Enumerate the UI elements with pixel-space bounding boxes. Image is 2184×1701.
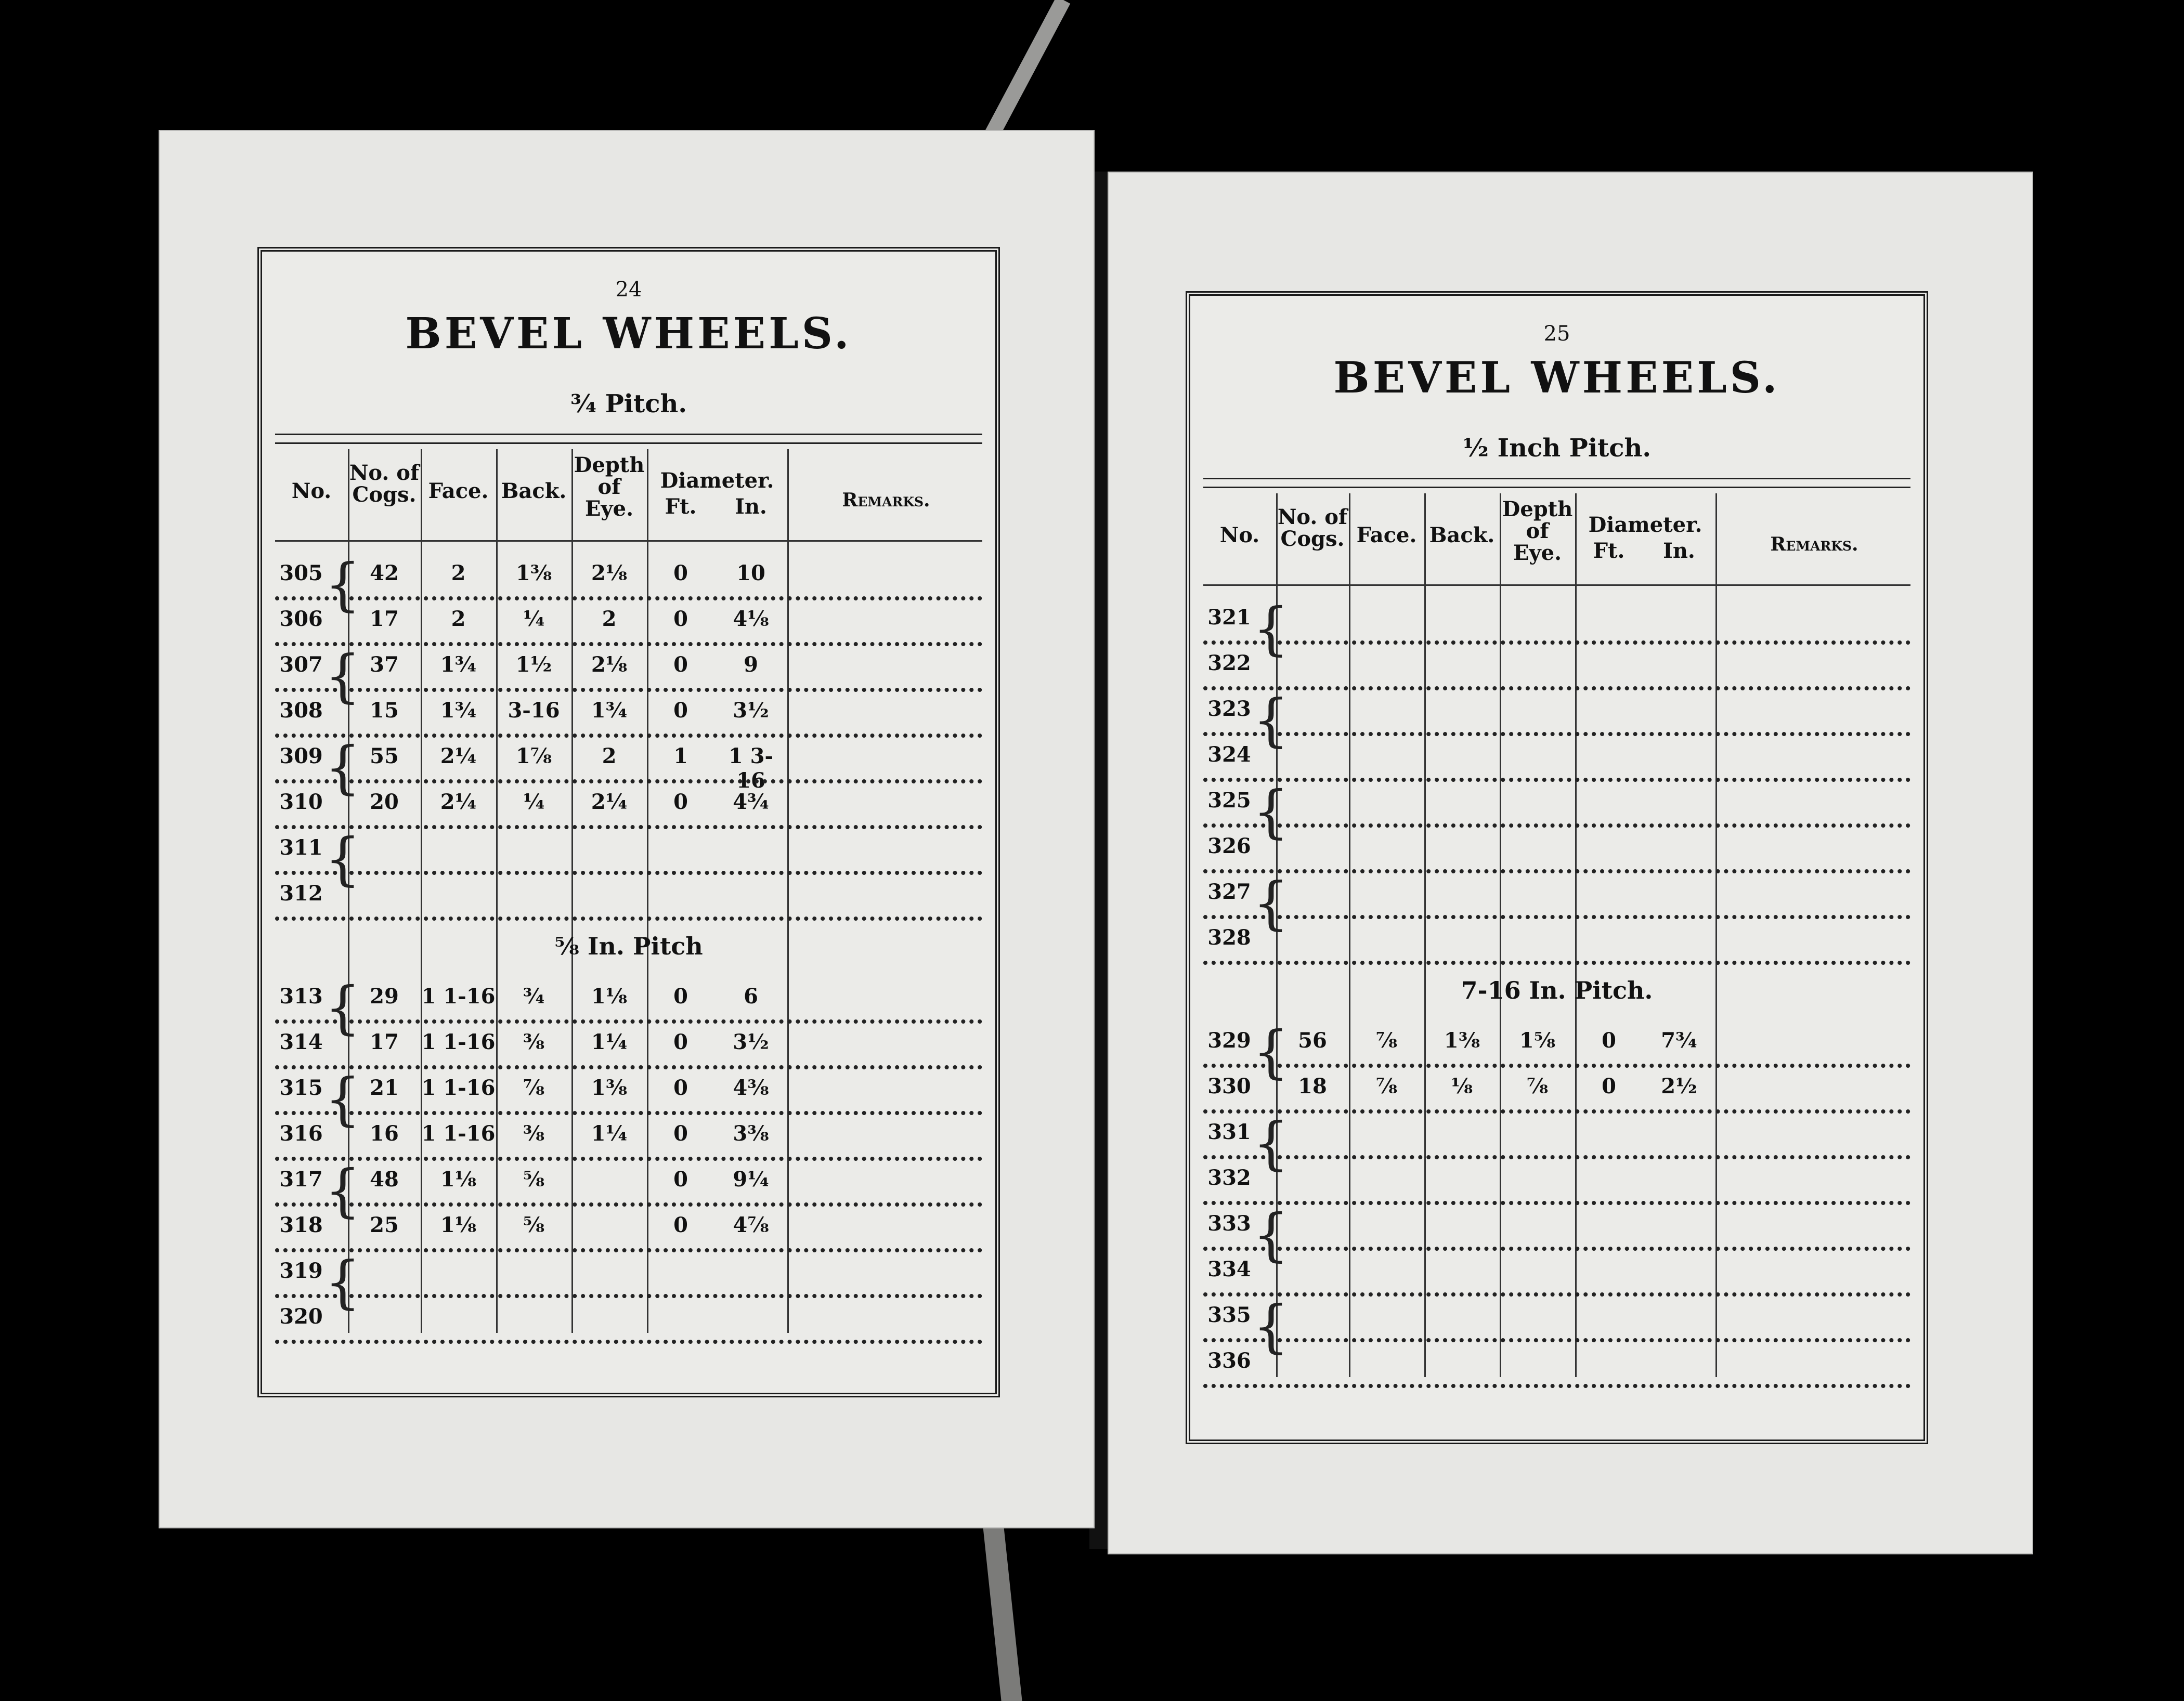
table-row <box>1190 687 1923 753</box>
cell-face: 2 <box>451 561 466 585</box>
table-row <box>1190 1160 1923 1206</box>
cell-in: 4¾ <box>733 790 769 814</box>
table-row <box>1190 1293 1923 1359</box>
row-pair-brace: { <box>324 734 361 801</box>
dotted-rule <box>275 825 982 829</box>
cell-in: 3½ <box>733 698 769 723</box>
pitch-heading: ½ Inch Pitch. <box>1462 434 1652 463</box>
row-pair-brace: { <box>1253 1018 1289 1085</box>
cell-back: 1⅜ <box>515 561 552 585</box>
cell-back: 1½ <box>515 652 552 677</box>
cell-in: 3⅜ <box>733 1121 769 1146</box>
row-pair-brace: { <box>1253 1293 1289 1359</box>
cell-cogs: 37 <box>370 652 399 677</box>
header-rule <box>1203 478 1910 488</box>
cell-no: 335 <box>1207 1303 1251 1327</box>
table-row <box>262 974 995 1041</box>
dotted-rule <box>1203 961 1910 965</box>
header-remarks: Remarks. <box>842 489 930 511</box>
row-pair-brace: { <box>324 826 361 892</box>
cell-in: 2½ <box>1661 1074 1697 1098</box>
cell-back: 1⅜ <box>1444 1028 1480 1053</box>
cell-ft: 0 <box>673 561 688 585</box>
cell-back: ¼ <box>523 607 545 631</box>
row-pair-brace: { <box>324 974 361 1041</box>
cell-no: 316 <box>279 1121 323 1146</box>
dotted-rule <box>1203 915 1910 919</box>
cell-ft: 0 <box>673 1076 688 1100</box>
sub-pitch-heading: ⅝ In. Pitch <box>554 932 703 960</box>
dotted-rule <box>275 1157 982 1161</box>
cell-no: 323 <box>1207 697 1251 721</box>
row-pair-brace: { <box>1253 870 1289 936</box>
page-title: BEVEL WHEELS. <box>405 309 852 359</box>
row-pair-brace: { <box>1253 1110 1289 1176</box>
cell-cogs: 20 <box>370 790 399 814</box>
cell-in: 9¼ <box>733 1167 769 1192</box>
table-row <box>262 1249 995 1315</box>
table-row <box>1190 1343 1923 1389</box>
row-pair-brace: { <box>1253 778 1289 845</box>
dotted-rule <box>1203 1201 1910 1205</box>
cell-in: 1 3-16 <box>728 744 774 793</box>
cell-cogs: 21 <box>370 1076 399 1100</box>
header-face: Face. <box>1356 523 1417 547</box>
cell-no: 306 <box>279 607 323 631</box>
cell-cogs: 18 <box>1298 1074 1327 1098</box>
cell-face: ⅞ <box>1375 1074 1398 1098</box>
cell-no: 324 <box>1207 742 1251 767</box>
table-row <box>262 1066 995 1132</box>
cell-in: 7¾ <box>1661 1028 1697 1053</box>
dotted-rule <box>275 1019 982 1024</box>
dotted-rule <box>1203 1109 1910 1114</box>
table-row <box>1190 870 1923 936</box>
cell-no: 318 <box>279 1213 323 1237</box>
cell-depth: 1¼ <box>591 1030 628 1054</box>
header-depth: Depth of Eye. <box>1502 497 1573 565</box>
cell-cogs: 55 <box>370 744 399 768</box>
cell-depth: ⅞ <box>1526 1074 1549 1098</box>
cell-in: 9 <box>744 652 758 677</box>
cell-back: ⅞ <box>523 1076 545 1100</box>
cell-ft: 0 <box>673 984 688 1009</box>
cell-back: 3-16 <box>508 698 560 723</box>
table-row <box>262 826 995 892</box>
row-pair-brace: { <box>1253 1201 1289 1268</box>
cell-ft: 0 <box>673 607 688 631</box>
cell-cogs: 25 <box>370 1213 399 1237</box>
cell-ft: 0 <box>673 1030 688 1054</box>
row-pair-brace: { <box>324 643 361 709</box>
cell-ft: 0 <box>1602 1028 1616 1053</box>
table-row <box>1190 737 1923 783</box>
cell-ft: 0 <box>673 1213 688 1237</box>
cell-cogs: 17 <box>370 1030 399 1054</box>
table-row <box>262 1025 995 1070</box>
cell-cogs: 17 <box>370 607 399 631</box>
dotted-rule <box>1203 1384 1910 1388</box>
page-title: BEVEL WHEELS. <box>1333 353 1780 403</box>
sub-pitch-heading: 7-16 In. Pitch. <box>1461 976 1653 1004</box>
cell-face: 1 1-16 <box>421 1076 496 1100</box>
cell-no: 326 <box>1207 834 1251 858</box>
cell-no: 319 <box>279 1259 323 1283</box>
page-number: 25 <box>1543 322 1570 346</box>
cell-no: 317 <box>279 1167 323 1192</box>
cell-no: 332 <box>1207 1166 1251 1190</box>
cell-face: 1 1-16 <box>421 1030 496 1054</box>
cell-no: 308 <box>279 698 323 723</box>
header-rule <box>275 434 982 444</box>
header-underline <box>275 540 982 542</box>
dotted-rule <box>1203 1338 1910 1342</box>
row-pair-brace: { <box>1253 595 1289 662</box>
cell-face: 1¾ <box>440 698 477 723</box>
table-row <box>1190 1201 1923 1268</box>
dotted-rule <box>1203 1064 1910 1068</box>
cell-depth: 1⅛ <box>591 984 628 1009</box>
cell-no: 329 <box>1207 1028 1251 1053</box>
dotted-rule <box>275 1340 982 1344</box>
cell-no: 311 <box>279 835 323 860</box>
cell-ft: 1 <box>673 744 688 768</box>
cell-back: ⅝ <box>523 1167 545 1192</box>
cell-face: 1 1-16 <box>421 984 496 1009</box>
dotted-rule <box>1203 823 1910 828</box>
cell-cogs: 29 <box>370 984 399 1009</box>
cell-back: 1⅞ <box>515 744 552 768</box>
cell-back: ¼ <box>523 790 545 814</box>
cell-face: 1¾ <box>440 652 477 677</box>
dotted-rule <box>275 1294 982 1298</box>
cell-no: 334 <box>1207 1257 1251 1281</box>
cell-no: 310 <box>279 790 323 814</box>
header-in: In. <box>1663 539 1695 563</box>
header-ft: Ft. <box>665 494 697 519</box>
left-page-frame <box>257 247 1000 1397</box>
cell-no: 322 <box>1207 651 1251 675</box>
table-row <box>262 693 995 739</box>
dotted-rule <box>1203 732 1910 736</box>
cell-no: 313 <box>279 984 323 1009</box>
dotted-rule <box>1203 778 1910 782</box>
cell-no: 307 <box>279 652 323 677</box>
cell-in: 4⅞ <box>733 1213 769 1237</box>
table-row <box>262 784 995 830</box>
cell-in: 4⅜ <box>733 1076 769 1100</box>
cell-depth: 1¼ <box>591 1121 628 1146</box>
dotted-rule <box>1203 1247 1910 1251</box>
row-pair-brace: { <box>324 1157 361 1224</box>
dotted-rule <box>1203 1292 1910 1297</box>
cell-no: 314 <box>279 1030 323 1054</box>
cell-no: 321 <box>1207 605 1251 630</box>
header-ft: Ft. <box>1593 539 1625 563</box>
dotted-rule <box>275 1111 982 1115</box>
cell-cogs: 48 <box>370 1167 399 1192</box>
header-no: No. <box>291 479 332 503</box>
cell-back: ⅜ <box>523 1030 545 1054</box>
cell-cogs: 15 <box>370 698 399 723</box>
table-row <box>262 551 995 618</box>
table-row <box>262 643 995 709</box>
cell-depth: 1⅜ <box>591 1076 628 1100</box>
dotted-rule <box>275 688 982 692</box>
dotted-rule <box>1203 640 1910 645</box>
cell-no: 330 <box>1207 1074 1251 1098</box>
dotted-rule <box>275 871 982 875</box>
cell-in: 6 <box>744 984 758 1009</box>
cell-ft: 0 <box>673 1167 688 1192</box>
cell-face: 1 1-16 <box>421 1121 496 1146</box>
dotted-rule <box>275 596 982 600</box>
cell-no: 325 <box>1207 788 1251 813</box>
table-row <box>1190 920 1923 966</box>
cell-depth: 1¾ <box>591 698 628 723</box>
header-underline <box>1203 584 1910 586</box>
cell-ft: 0 <box>673 652 688 677</box>
cell-no: 331 <box>1207 1120 1251 1144</box>
table-row <box>1190 829 1923 874</box>
cell-no: 328 <box>1207 925 1251 950</box>
dotted-rule <box>275 917 982 921</box>
table-row <box>262 876 995 922</box>
table-row <box>262 1208 995 1253</box>
cell-no: 327 <box>1207 880 1251 904</box>
dotted-rule <box>275 1202 982 1207</box>
cell-no: 305 <box>279 561 323 585</box>
cell-back: ⅜ <box>523 1121 545 1146</box>
cell-depth: 2⅛ <box>591 652 628 677</box>
cell-no: 312 <box>279 881 323 906</box>
header-back: Back. <box>501 479 567 503</box>
header-diameter: Diameter. <box>1588 513 1702 537</box>
dotted-rule <box>275 642 982 646</box>
cell-depth: 2 <box>602 607 617 631</box>
table-row <box>1190 646 1923 691</box>
header-diameter: Diameter. <box>660 468 774 493</box>
cell-face: 2¼ <box>440 744 477 768</box>
cell-ft: 0 <box>673 790 688 814</box>
dotted-rule <box>1203 686 1910 690</box>
right-page <box>1108 172 2033 1554</box>
header-depth: Depth of Eye. <box>574 453 645 521</box>
cell-no: 320 <box>279 1304 323 1329</box>
cell-no: 315 <box>279 1076 323 1100</box>
table-row <box>262 1157 995 1224</box>
cell-no: 309 <box>279 744 323 768</box>
cell-in: 10 <box>736 561 765 585</box>
table-row <box>1190 1252 1923 1298</box>
left-page <box>159 130 1095 1528</box>
row-pair-brace: { <box>324 1249 361 1315</box>
header-remarks: Remarks. <box>1770 533 1858 555</box>
header-back: Back. <box>1429 523 1495 547</box>
cell-no: 336 <box>1207 1349 1251 1373</box>
row-pair-brace: { <box>324 551 361 618</box>
dotted-rule <box>275 734 982 738</box>
cell-back: ⅝ <box>523 1213 545 1237</box>
table-row <box>1190 595 1923 662</box>
header-no: No. <box>1219 523 1260 547</box>
cell-cogs: 42 <box>370 561 399 585</box>
table-row <box>1190 1069 1923 1115</box>
header-face: Face. <box>428 479 489 503</box>
cell-ft: 0 <box>673 1121 688 1146</box>
cell-no: 333 <box>1207 1211 1251 1236</box>
cell-ft: 0 <box>1602 1074 1616 1098</box>
cell-ft: 0 <box>673 698 688 723</box>
cell-face: 1⅛ <box>440 1213 477 1237</box>
header-cogs: No. of Cogs. <box>349 461 420 507</box>
table-row <box>1190 1110 1923 1176</box>
table-row <box>1190 778 1923 845</box>
row-pair-brace: { <box>324 1066 361 1132</box>
right-page-frame <box>1186 291 1928 1444</box>
dotted-rule <box>1203 1155 1910 1159</box>
cell-depth: 2 <box>602 744 617 768</box>
cell-depth: 2⅛ <box>591 561 628 585</box>
table-row <box>262 1116 995 1162</box>
cell-back: ¾ <box>523 984 545 1009</box>
page-number: 24 <box>615 278 642 302</box>
table-row <box>262 1299 995 1345</box>
header-in: In. <box>735 494 767 519</box>
table-row <box>262 734 995 801</box>
cell-depth: 1⅝ <box>1519 1028 1556 1053</box>
pitch-heading: ¾ Pitch. <box>570 389 687 418</box>
cell-face: 1⅛ <box>440 1167 477 1192</box>
dotted-rule <box>275 1248 982 1252</box>
cell-in: 3½ <box>733 1030 769 1054</box>
cell-cogs: 16 <box>370 1121 399 1146</box>
header-cogs: No. of Cogs. <box>1277 505 1348 551</box>
dotted-rule <box>1203 869 1910 873</box>
cell-depth: 2¼ <box>591 790 628 814</box>
dotted-rule <box>275 779 982 783</box>
cell-face: 2 <box>451 607 466 631</box>
cell-back: ⅛ <box>1451 1074 1473 1098</box>
table-row <box>1190 1018 1923 1085</box>
dotted-rule <box>275 1065 982 1069</box>
cell-in: 4⅛ <box>733 607 769 631</box>
cell-cogs: 56 <box>1298 1028 1327 1053</box>
cell-face: 2¼ <box>440 790 477 814</box>
row-pair-brace: { <box>1253 687 1289 753</box>
table-row <box>262 601 995 647</box>
cell-face: ⅞ <box>1375 1028 1398 1053</box>
